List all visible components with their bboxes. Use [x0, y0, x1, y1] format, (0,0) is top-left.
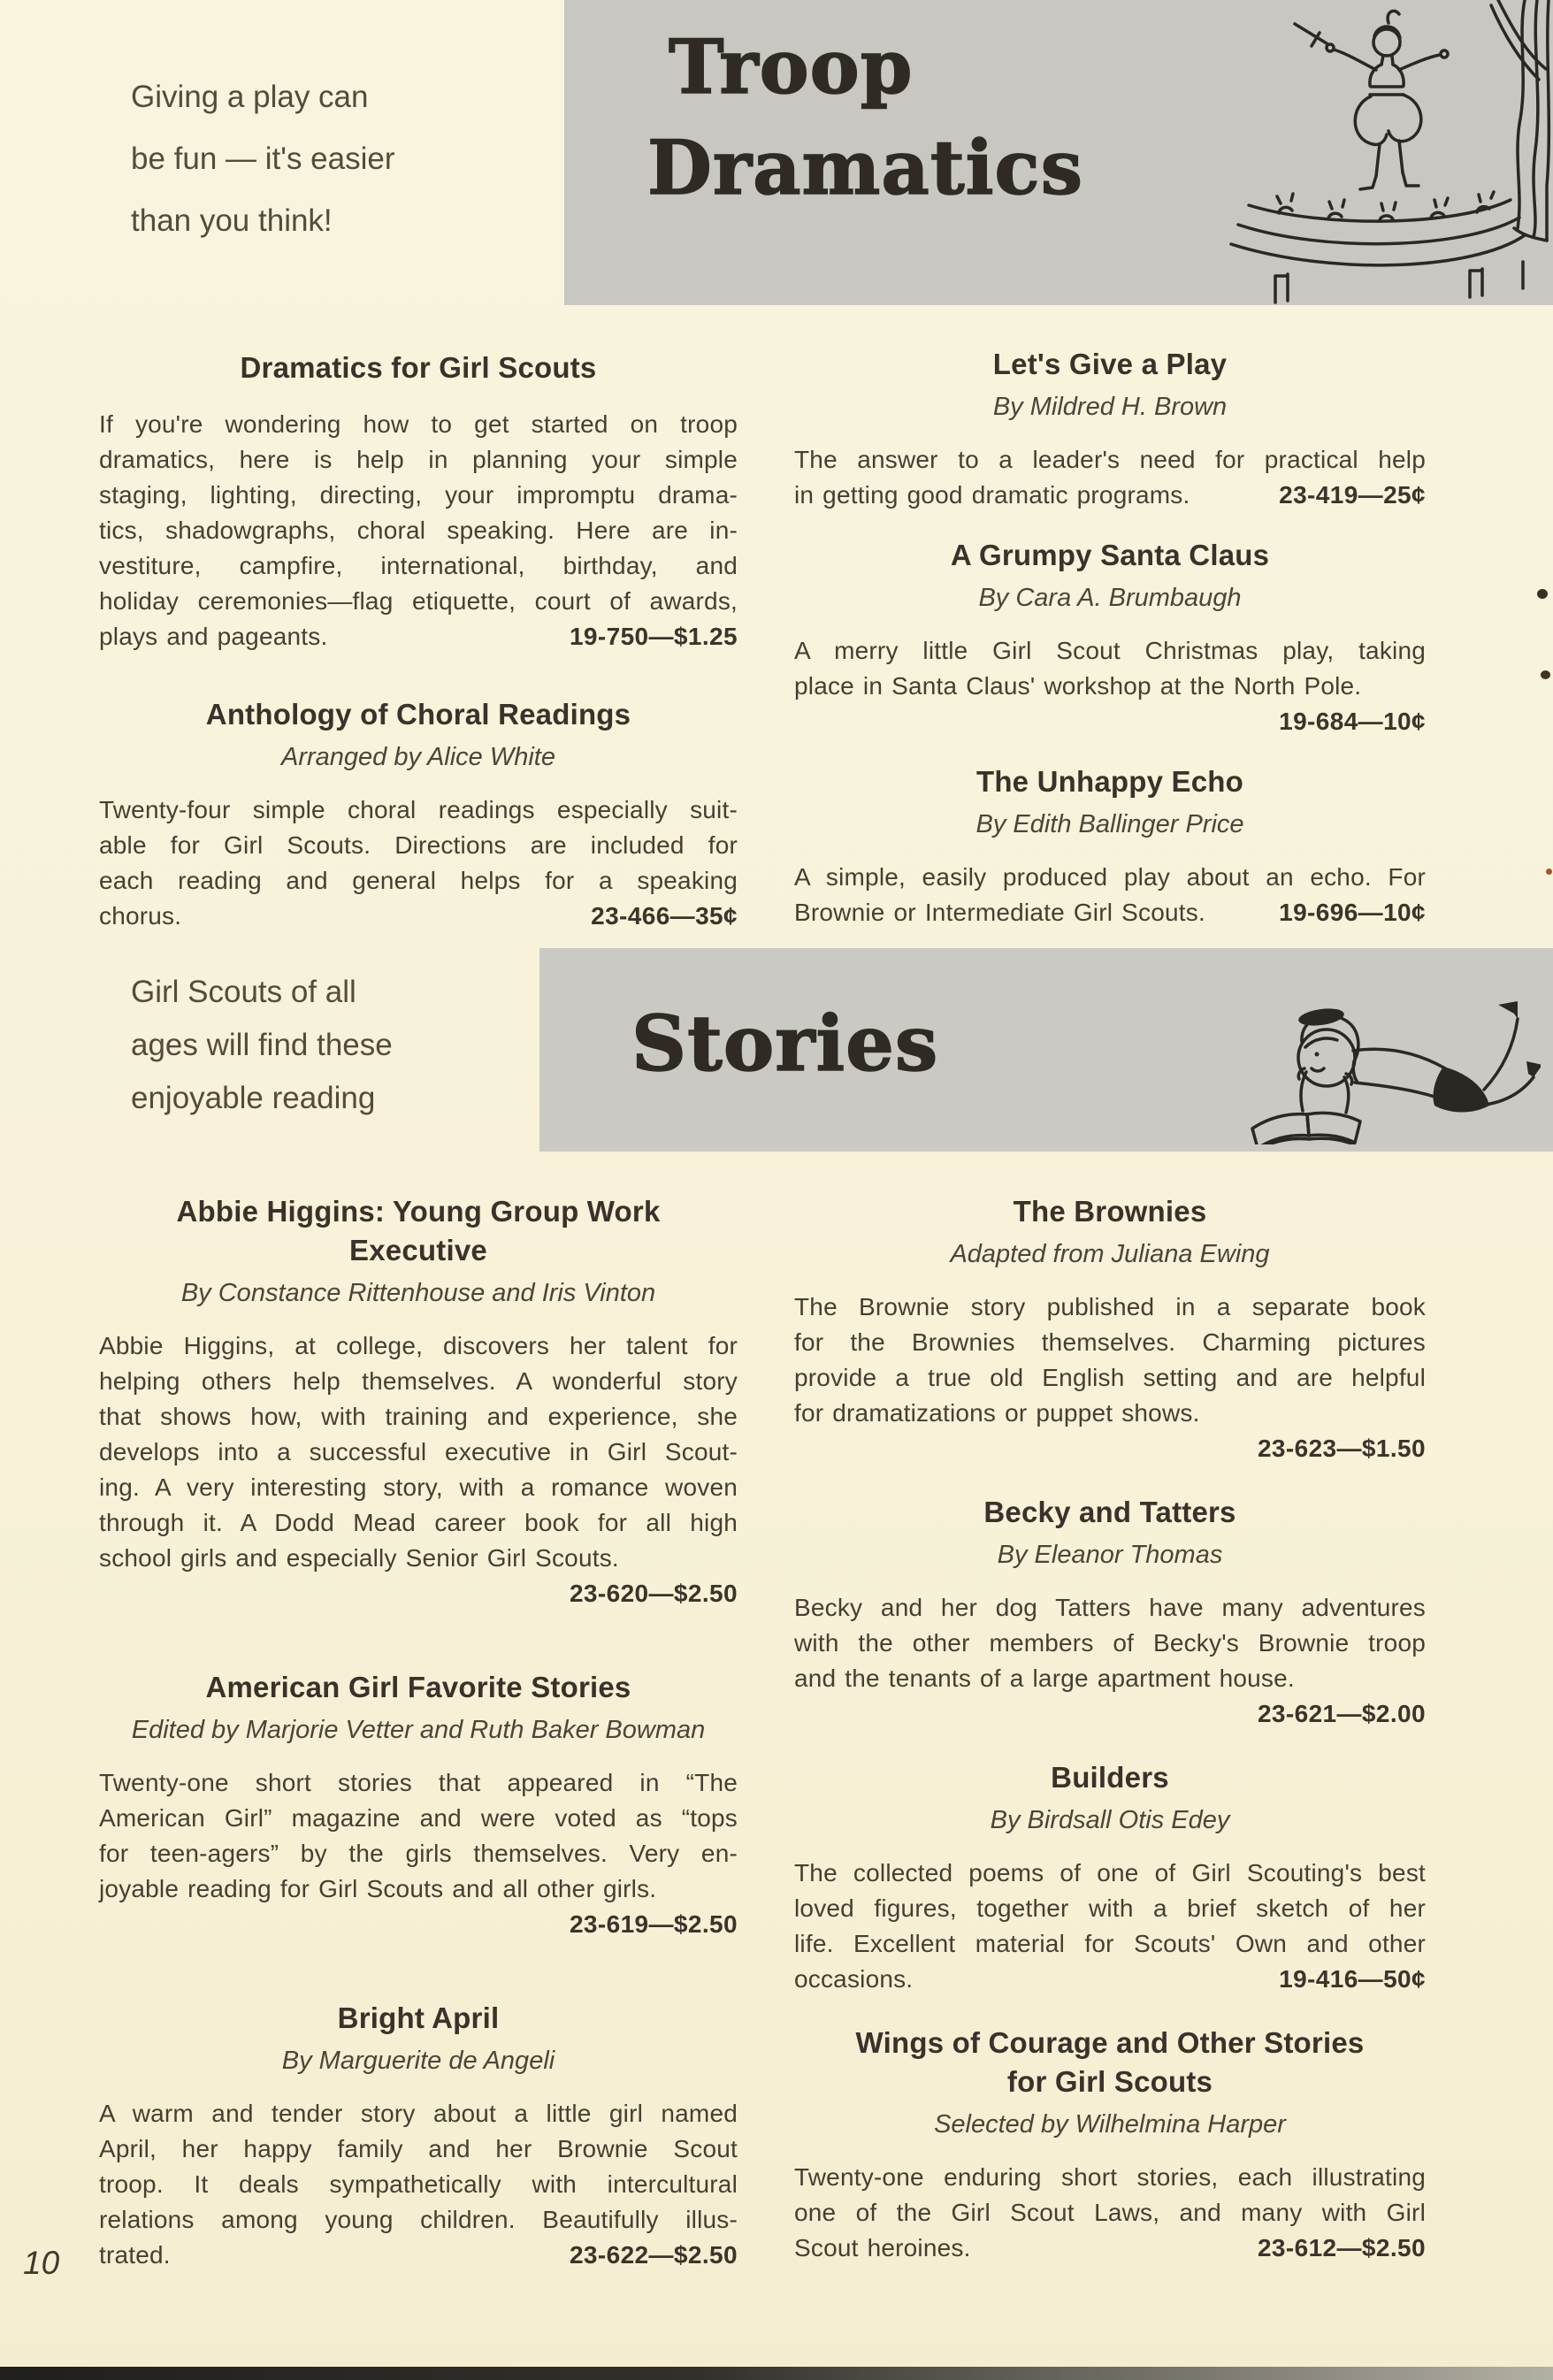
book-title — [99, 1668, 738, 1707]
description-line: able for Girl Scouts. Directions are included for — [99, 831, 738, 859]
book-code: 23-419—25¢ — [1279, 481, 1426, 509]
book-entry — [794, 2024, 1426, 2266]
intro-line: Giving a play can — [131, 80, 369, 114]
book-code: 19-416—50¢ — [1279, 1965, 1426, 1993]
dramatics-left-column — [99, 348, 738, 975]
book-title-line: Executive — [349, 1234, 487, 1267]
description-last-line — [99, 2238, 738, 2273]
stage-performer-illustration — [1199, 0, 1553, 305]
description-line: for dramatizations or puppet shows. — [794, 1399, 1200, 1427]
book-title — [794, 345, 1426, 384]
intro-line: be fun — it's easier — [131, 142, 395, 176]
description-line: The answer to a leader's need for practical help — [794, 446, 1426, 473]
book-byline: Arranged by Alice White — [280, 743, 555, 771]
description-tail: in getting good dramatic programs. — [794, 481, 1190, 509]
description-line: The collected poems of one of Girl Scouting's best — [794, 1859, 1426, 1886]
description-tail: Brownie or Intermediate Girl Scouts. — [794, 899, 1205, 926]
description-line: that shows how, with training and experience, she — [99, 1403, 738, 1430]
description-line: one of the Girl Scout Laws, and many with Girl — [794, 2199, 1426, 2226]
description-line: holiday ceremonies—flag etiquette, court of awards, — [99, 587, 738, 615]
book-description — [794, 2160, 1426, 2266]
description-last-line — [794, 704, 1426, 739]
description-line: for teen-agers” by the girls themselves. Very en- — [99, 1840, 738, 1867]
book-description — [794, 1856, 1426, 1997]
description-line: staging, lighting, directing, your impromptu drama- — [99, 481, 738, 509]
stories-right-column — [794, 1192, 1426, 2292]
intro-line: enjoyable reading — [131, 1081, 376, 1115]
description-line: dramatics, here is help in planning your simple — [99, 446, 738, 473]
description-line: each reading and general helps for a speaking — [99, 867, 738, 894]
book-code: 19-684—10¢ — [1279, 708, 1426, 735]
description-line: Twenty-one enduring short stories, each illustrating — [794, 2163, 1426, 2191]
book-title — [99, 695, 738, 734]
description-last-line — [99, 1907, 738, 1942]
book-code: 23-623—$1.50 — [1257, 1435, 1426, 1462]
description-line: through it. A Dodd Mead career book for all high — [99, 1509, 738, 1536]
description-line: American Girl” magazine and were voted as “tops — [99, 1804, 738, 1832]
description-line: The Brownie story published in a separate book — [794, 1293, 1426, 1320]
description-line: Twenty-four simple choral readings especially suit- — [99, 796, 738, 823]
book-byline: By Birdsall Otis Edey — [990, 1806, 1230, 1834]
description-line: and the tenants of a large apartment house. — [794, 1664, 1295, 1692]
book-byline: By Eleanor Thomas — [997, 1541, 1223, 1569]
banner-title-stories: Stories — [631, 999, 939, 1089]
description-line: relations among young children. Beautifully illus- — [99, 2206, 738, 2233]
stories-intro-text — [131, 966, 547, 1125]
description-line: tics, shadowgraphs, choral speaking. Here are in- — [99, 517, 738, 544]
book-entry — [99, 1999, 738, 2273]
scan-speck — [1546, 869, 1552, 875]
description-line: school girls and especially Senior Girl Scouts. — [99, 1544, 619, 1572]
dramatics-right-column — [794, 345, 1426, 953]
description-line: helping others help themselves. A wonderful story — [99, 1367, 738, 1395]
book-title-line: Let's Give a Play — [992, 348, 1228, 380]
book-description — [794, 442, 1426, 513]
book-entry — [794, 1493, 1426, 1732]
description-line: A warm and tender story about a little girl named — [99, 2100, 738, 2127]
book-title-line: The Unhappy Echo — [975, 765, 1244, 798]
banner-title-troop: Troop — [669, 23, 914, 111]
stories-left-column — [99, 1192, 738, 2330]
book-code: 23-622—$2.50 — [569, 2241, 738, 2269]
book-byline: Adapted from Juliana Ewing — [950, 1240, 1270, 1268]
book-code: 23-620—$2.50 — [569, 1580, 738, 1607]
description-line: vestiture, campfire, international, birthday, and — [99, 552, 738, 579]
book-title-line: for Girl Scouts — [1006, 2065, 1213, 2098]
book-byline: By Marguerite de Angeli — [281, 2047, 555, 2075]
book-code: 23-466—35¢ — [591, 902, 738, 930]
description-line: for the Brownies themselves. Charming pictures — [794, 1328, 1426, 1356]
book-entry — [794, 762, 1426, 930]
book-description — [99, 2096, 738, 2273]
book-description — [99, 1765, 738, 1942]
description-last-line — [99, 1576, 738, 1611]
book-code: 19-750—$1.25 — [569, 623, 738, 650]
book-title-line: Bright April — [337, 2001, 500, 2034]
description-line: troop. It deals sympathetically with intercultural — [99, 2170, 738, 2198]
intro-line: than you think! — [131, 203, 333, 238]
description-tail: trated. — [99, 2241, 171, 2269]
book-title-line: American Girl Favorite Stories — [205, 1671, 631, 1703]
description-tail: plays and pageants. — [99, 623, 328, 650]
book-code: 23-621—$2.00 — [1257, 1700, 1426, 1727]
book-byline: By Cara A. Brumbaugh — [978, 584, 1242, 612]
description-last-line — [794, 478, 1426, 513]
book-title-line: The Brownies — [1013, 1195, 1207, 1228]
dramatics-intro-text — [131, 66, 547, 252]
description-line: develops into a successful executive in Girl Scout- — [99, 1438, 738, 1465]
description-line: loved figures, together with a brief sketch of her — [794, 1894, 1426, 1922]
book-title-line: Anthology of Choral Readings — [205, 698, 631, 731]
description-last-line — [794, 1431, 1426, 1466]
description-line: place in Santa Claus' workshop at the North Pole. — [794, 672, 1362, 700]
book-entry — [794, 1192, 1426, 1466]
book-description — [99, 1328, 738, 1611]
description-tail: chorus. — [99, 902, 182, 930]
description-last-line — [794, 895, 1426, 930]
intro-line: Girl Scouts of all — [131, 975, 356, 1009]
book-description — [99, 792, 738, 934]
book-entry — [99, 1192, 738, 1611]
book-title — [794, 762, 1426, 801]
book-title — [794, 1192, 1426, 1231]
book-title — [794, 536, 1426, 575]
book-entry — [794, 1758, 1426, 1997]
description-last-line — [794, 2231, 1426, 2266]
intro-line: ages will find these — [131, 1028, 393, 1062]
description-line: A merry little Girl Scout Christmas play, taking — [794, 637, 1426, 664]
book-title — [794, 2024, 1426, 2101]
book-entry — [99, 348, 738, 654]
book-title — [794, 1758, 1426, 1797]
scan-speck — [1541, 670, 1550, 679]
book-code: 19-696—10¢ — [1279, 899, 1426, 926]
book-byline: Selected by Wilhelmina Harper — [934, 2110, 1286, 2139]
book-title-line: Becky and Tatters — [983, 1496, 1236, 1528]
book-title — [794, 1493, 1426, 1532]
book-description — [99, 407, 738, 654]
book-code: 23-619—$2.50 — [569, 1910, 738, 1938]
book-byline: Edited by Marjorie Vetter and Ruth Baker Bowman — [131, 1716, 706, 1744]
description-last-line — [99, 619, 738, 654]
description-tail: Scout heroines. — [794, 2234, 971, 2261]
description-line: If you're wondering how to get started on troop — [99, 410, 738, 438]
book-byline: By Constance Rittenhouse and Iris Vinton — [180, 1279, 656, 1307]
troop-dramatics-banner — [564, 0, 1553, 305]
book-byline: By Edith Ballinger Price — [975, 810, 1244, 838]
book-title-line: Wings of Courage and Other Stories — [855, 2026, 1365, 2059]
book-title-line: Abbie Higgins: Young Group Work — [176, 1195, 661, 1228]
page-number: 10 — [23, 2245, 60, 2281]
book-description — [794, 1590, 1426, 1732]
description-line: A simple, easily produced play about an echo. For — [794, 863, 1426, 891]
book-title — [99, 1999, 738, 2038]
description-line: with the other members of Becky's Brownie troop — [794, 1629, 1426, 1657]
book-title-line: A Grumpy Santa Claus — [950, 539, 1270, 571]
book-entry — [794, 345, 1426, 513]
book-description — [794, 1289, 1426, 1466]
banner-title-dramatics: Dramatics — [647, 124, 1083, 211]
stories-banner — [539, 948, 1553, 1152]
description-last-line — [99, 899, 738, 934]
description-tail: occasions. — [794, 1965, 914, 1993]
description-line: April, her happy family and her Brownie Scout — [99, 2135, 738, 2162]
book-byline: By Mildred H. Brown — [992, 393, 1228, 421]
book-entry — [99, 695, 738, 934]
description-line: ing. A very interesting story, with a romance woven — [99, 1473, 738, 1501]
description-line: provide a true old English setting and are helpful — [794, 1364, 1426, 1391]
book-title-line: Dramatics for Girl Scouts — [240, 351, 597, 384]
reading-girl-illustration — [1222, 955, 1541, 1144]
description-line: Twenty-one short stories that appeared in “The — [99, 1769, 738, 1796]
book-title — [99, 1192, 738, 1270]
description-line: Becky and her dog Tatters have many adventures — [794, 1594, 1426, 1621]
description-last-line — [794, 1962, 1426, 1997]
description-line: joyable reading for Girl Scouts and all other girls. — [99, 1875, 657, 1902]
scan-speck — [1537, 589, 1548, 599]
description-line: Abbie Higgins, at college, discovers her talent for — [99, 1332, 738, 1359]
book-entry — [794, 536, 1426, 739]
description-last-line — [794, 1696, 1426, 1732]
book-description — [794, 633, 1426, 739]
book-title — [99, 348, 738, 387]
book-title-line: Builders — [1051, 1761, 1169, 1794]
book-code: 23-612—$2.50 — [1257, 2234, 1426, 2261]
page-bottom-edge — [0, 2367, 1553, 2380]
description-line: life. Excellent material for Scouts' Own and other — [794, 1930, 1426, 1957]
book-entry — [99, 1668, 738, 1942]
book-description — [794, 860, 1426, 930]
